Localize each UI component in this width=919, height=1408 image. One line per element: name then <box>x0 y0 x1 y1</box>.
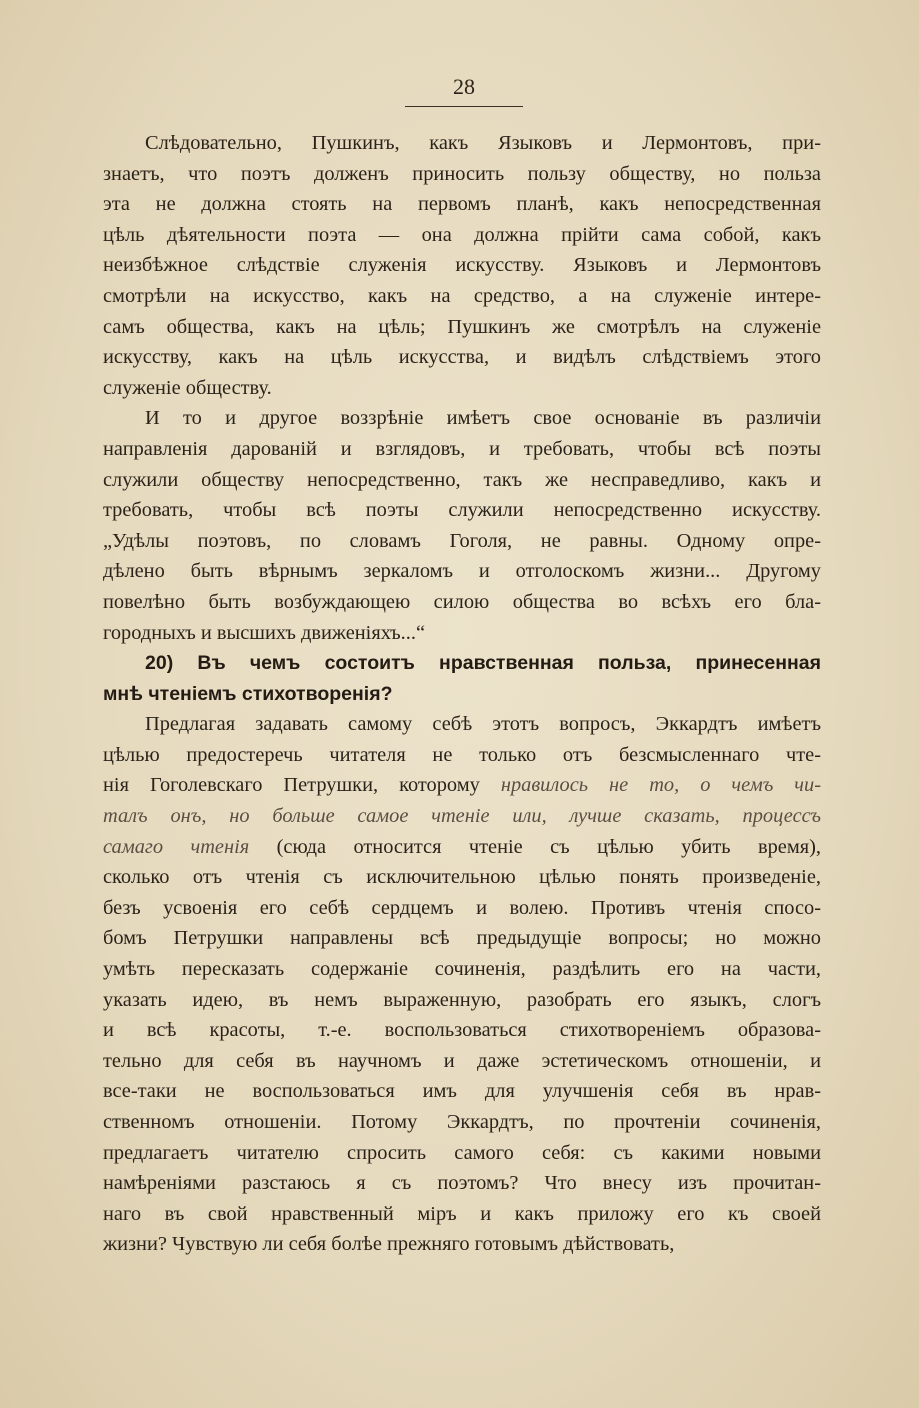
italic-quote: самаго чтенія <box>103 835 250 858</box>
text-run: городныхъ и высшихъ движеніяхъ...“ <box>103 621 426 644</box>
text-line <box>103 250 821 281</box>
text-run: цѣль дѣятельности поэта — она должна прійти сама собой, какъ <box>103 223 821 246</box>
text-run: служили обществу непосредственно, такъ же несправедливо, какъ и <box>103 468 821 491</box>
text-run: и всѣ красоты, т.-е. воспользоваться стихотвореніемъ образова- <box>103 1019 821 1042</box>
section-heading <box>103 648 821 709</box>
text-line <box>103 373 821 404</box>
text-line <box>103 801 821 832</box>
text-line <box>103 923 821 954</box>
heading-line <box>103 679 821 710</box>
text-line <box>103 1076 821 1107</box>
page-number: 28 <box>453 74 475 99</box>
header-rule <box>405 106 523 107</box>
paragraph <box>103 128 821 403</box>
text-line <box>103 862 821 893</box>
heading-line <box>103 648 821 679</box>
text-line <box>103 403 821 434</box>
text-line <box>103 128 821 159</box>
text-line <box>103 1199 821 1230</box>
text-run: указать идею, въ немъ выраженную, разобрать его языкъ, слогъ <box>103 988 821 1011</box>
text-line <box>103 342 821 373</box>
text-run: мнѣ чтеніемъ стихотворенія? <box>103 682 393 705</box>
text-line <box>103 587 821 618</box>
paragraph <box>103 709 821 1260</box>
text-line <box>103 832 821 863</box>
text-run: ственномъ отношеніи. Потому Эккардтъ, по прочтеніи сочиненія, <box>103 1111 821 1133</box>
text-line <box>103 189 821 220</box>
text-line <box>103 1046 821 1077</box>
text-line <box>103 770 821 801</box>
text-run: безъ усвоенія его себѣ сердцемъ и волею. Противъ чтенія спосо- <box>103 896 821 919</box>
text-line <box>103 1138 821 1169</box>
text-line <box>103 740 821 771</box>
text-run: эта не должна стоять на первомъ планѣ, какъ непосредственная <box>103 193 821 216</box>
text-run: повелѣно быть возбуждающею силою общества во всѣхъ его бла- <box>103 590 821 613</box>
text-run: смотрѣли на искусство, какъ на средство, а на служеніе интере- <box>103 284 821 307</box>
text-run: намѣреніями разстаюсь я съ поэтомъ? Что внесу изъ прочитан- <box>103 1172 821 1195</box>
text-line <box>103 434 821 465</box>
text-line <box>103 312 821 343</box>
text-line <box>103 618 821 649</box>
text-run: неизбѣжное слѣдствіе служенія искусству. Языковъ и Лермонтовъ <box>103 254 821 277</box>
text-run: сколько отъ чтенія съ исключительною цѣлью понять произведеніе, <box>103 866 821 889</box>
text-line <box>103 526 821 557</box>
text-line <box>103 1107 821 1138</box>
text-line <box>103 220 821 251</box>
text-run: искусству, какъ на цѣль искусства, и видѣлъ слѣдствіемъ этого <box>103 346 821 369</box>
text-run: умѣть пересказать содержаніе сочиненія, раздѣлить его на части, <box>103 958 821 981</box>
paragraph <box>103 403 821 648</box>
text-line <box>103 281 821 312</box>
text-run: направленія дарованій и взглядовъ, и требовать, чтобы всѣ поэты <box>103 437 821 460</box>
italic-quote: талъ онъ, но больше самое чтеніе или, лучше сказать, процессъ <box>103 805 821 828</box>
text-run: предлагаетъ читателю спросить самого себя: съ какими новыми <box>103 1141 821 1164</box>
text-run: служеніе обществу. <box>103 376 272 399</box>
text-line <box>103 709 821 740</box>
page-text <box>103 128 821 1260</box>
text-run: самъ общества, какъ на цѣль; Пушкинъ же смотрѣлъ на служеніе <box>103 315 821 338</box>
text-run: знаетъ, что поэтъ долженъ приносить пользу обществу, но польза <box>103 162 821 185</box>
text-line <box>103 1168 821 1199</box>
text-line <box>103 556 821 587</box>
text-line <box>103 159 821 190</box>
text-run: наго въ свой нравственный міръ и какъ приложу его къ своей <box>103 1202 821 1225</box>
text-run: жизни? Чувствую ли себя болѣе прежняго готовымъ дѣйствовать, <box>103 1233 675 1256</box>
text-line <box>103 954 821 985</box>
text-line <box>103 1015 821 1046</box>
text-line <box>103 1229 821 1260</box>
text-run: дѣлено быть вѣрнымъ зеркаломъ и отголоскомъ жизни... Другому <box>103 560 821 583</box>
text-line <box>103 985 821 1016</box>
text-run: бомъ Петрушки направлены всѣ предыдущіе вопросы; но можно <box>103 927 821 950</box>
text-line <box>103 893 821 924</box>
text-line <box>103 465 821 496</box>
text-run: нія Гоголевскаго Петрушки, которому <box>103 774 501 797</box>
text-run: требовать, чтобы всѣ поэты служили непосредственно искусству. <box>103 499 821 522</box>
text-run: все-таки не воспользоваться имъ для улучшенія себя въ нрав- <box>103 1080 821 1103</box>
text-line <box>103 495 821 526</box>
text-run: „Удѣлы поэтовъ, по словамъ Гоголя, не равны. Одному опре- <box>103 529 821 552</box>
text-run: (сюда относится чтеніе съ цѣлью убить время), <box>249 835 822 858</box>
text-run: Слѣдовательно, Пушкинъ, какъ Языковъ и Лермонтовъ, при- <box>145 132 821 154</box>
italic-quote: нравилось не то, о чемъ чи- <box>500 774 821 797</box>
text-run: цѣлью предостеречь читателя не только отъ безсмысленнаго чте- <box>103 743 821 766</box>
text-run: тельно для себя въ научномъ и даже эстетическомъ отношеніи, и <box>103 1049 821 1072</box>
text-run: Предлагая задавать самому себѣ этотъ вопросъ, Эккардтъ имѣетъ <box>145 713 821 736</box>
text-run: И то и другое воззрѣніе имѣетъ свое основаніе въ различіи <box>145 407 821 430</box>
text-run: 20) Въ чемъ состоитъ нравственная польза, принесенная <box>145 652 821 675</box>
